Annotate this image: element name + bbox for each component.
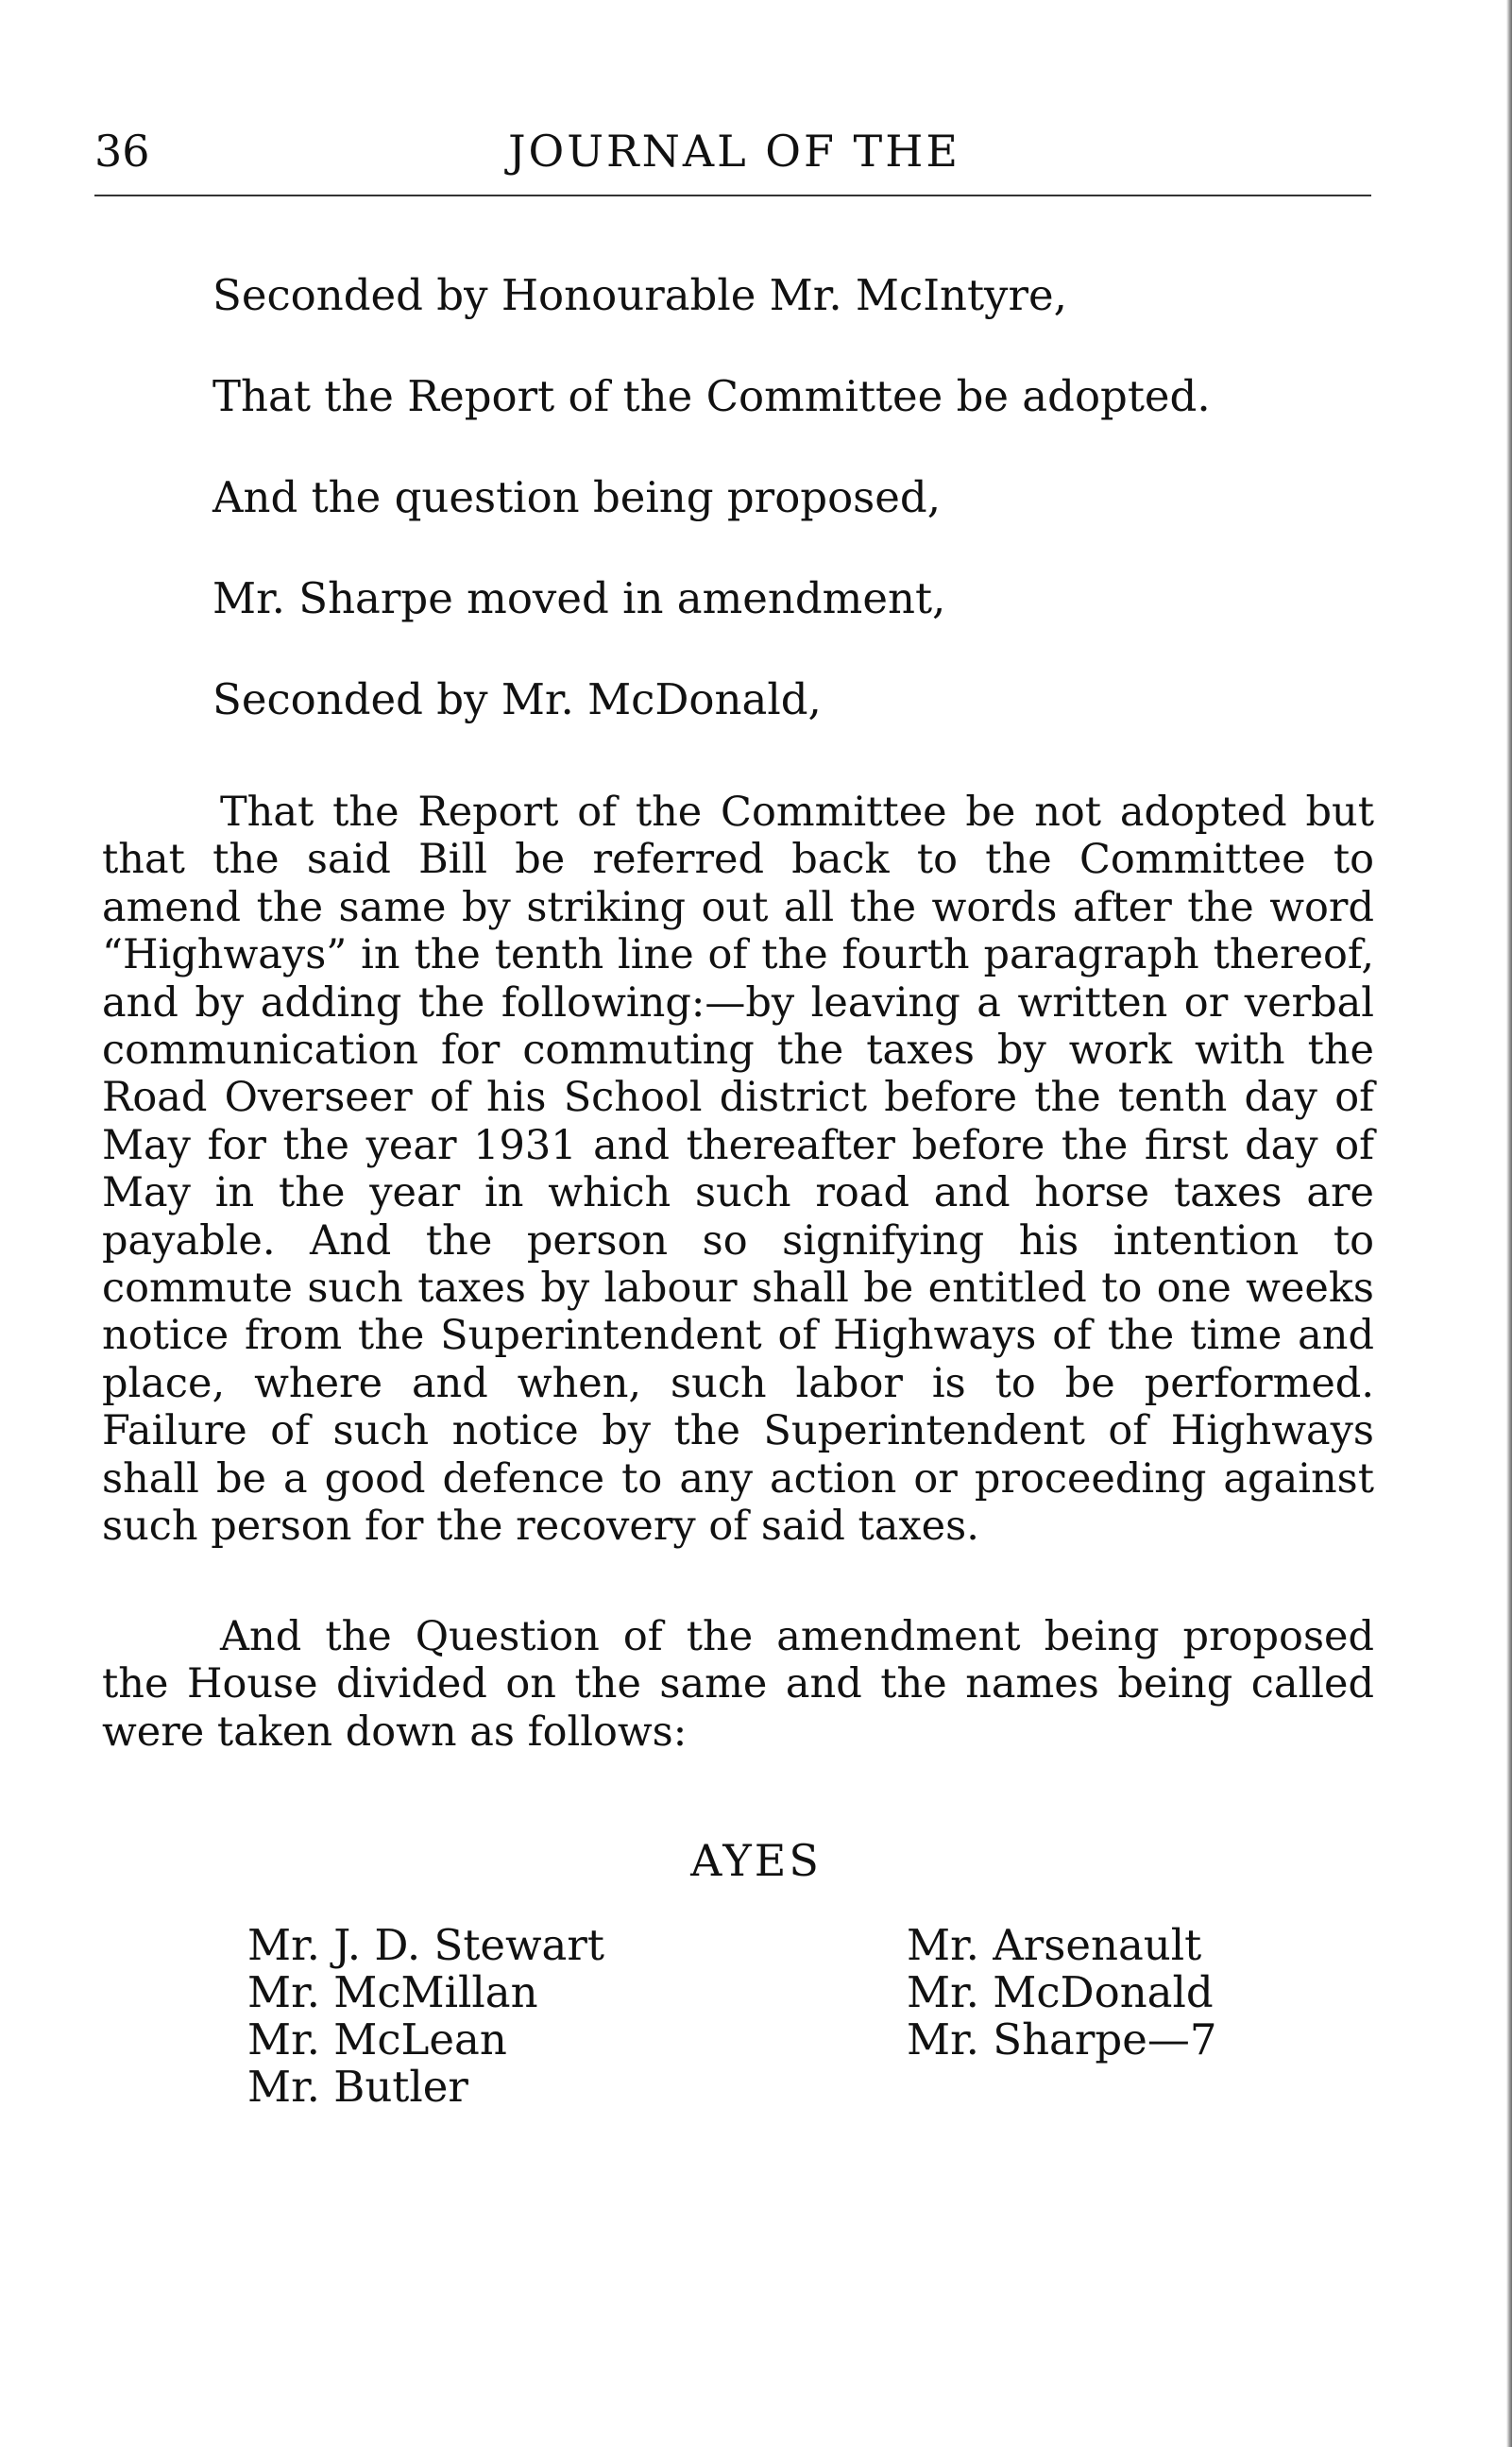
aye-member: Mr. Arsenault xyxy=(907,1920,1202,1970)
running-title: JOURNAL OF THE xyxy=(508,126,960,177)
aye-member: Mr. McLean xyxy=(247,2014,507,2065)
amendment-paragraph: That the Report of the Committee be not adopted but that the said Bill be referred back to the Committee to amend the same by striking out all the words after the word “Highways” in the tenth line of the fourth paragraph thereof, and by adding the following:—by leaving a written or verbal communication for commuting the taxes by work with the Road Overseer of his School district before the tenth day of May for the year 1931 and thereafter before the first day of May in the year in which such road and horse taxes are payable. And the person so signifying his intention to commute such taxes by labour shall be entitled to one weeks notice from the Superintendent of Highways of the time and place, where and when, such labor is to be performed. Failure of such notice by the Superintendent of Highways shall be a good defence to any action or proceeding against such person for the recovery of said taxes. xyxy=(102,789,1374,1551)
amendment-seconder-line: Seconded by Mr. McDonald, xyxy=(212,674,822,724)
motion-line: That the Report of the Committee be adopted. xyxy=(212,371,1211,421)
aye-member: Mr. Butler xyxy=(247,2062,468,2112)
page-number: 36 xyxy=(94,126,150,177)
aye-member: Mr. McMillan xyxy=(247,1967,538,2017)
ayes-right-column xyxy=(907,1922,1216,2064)
aye-member: Mr. J. D. Stewart xyxy=(247,1920,604,1970)
ayes-heading: AYES xyxy=(690,1835,822,1886)
aye-member: Mr. McDonald xyxy=(907,1967,1214,2017)
question-proposed-line: And the question being proposed, xyxy=(212,472,942,522)
ayes-left-column xyxy=(247,1922,604,2111)
page-header xyxy=(94,123,1374,179)
seconder-line: Seconded by Honourable Mr. McIntyre, xyxy=(212,270,1067,320)
header-rule xyxy=(94,195,1371,196)
amendment-mover-line: Mr. Sharpe moved in amendment, xyxy=(212,573,946,623)
aye-member: Mr. Sharpe—7 xyxy=(907,2014,1217,2065)
page-edge xyxy=(1506,0,1512,2447)
division-paragraph: And the Question of the amendment being proposed the House divided on the same and the names being called were taken down as follows: xyxy=(102,1613,1374,1756)
